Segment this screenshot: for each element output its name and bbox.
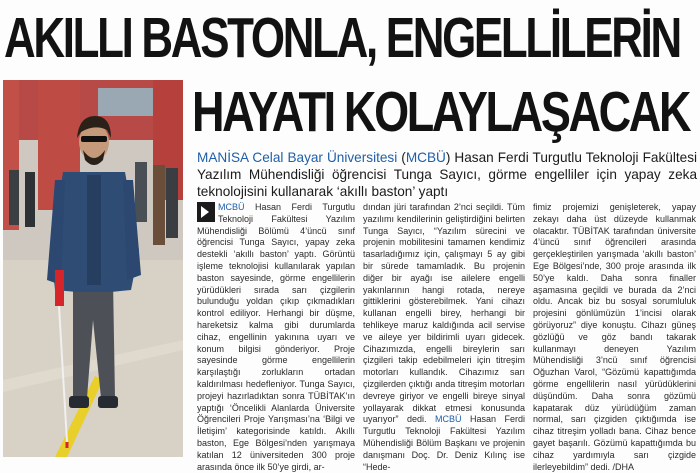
lead-abbr: MCBÜ bbox=[405, 150, 446, 165]
col1-text: Hasan Ferdi Turgutlu Teknoloji Fakültesi Yazılım Mühendisliği Bölümü 4’üncü sınıf öğrencisi Tunga Sayıcı, yapay zeka destekli ‘akıllı baston’ yaptı. Görüntü işleme teknolojisi kullanılarak yapılan baston sayesinde, görme engellilerin yürüdükleri sırada sarı çizgilerin bulunduğu yoldan çıkıp çıkmadıkları kontrol ediliyor. Herhangi bir düşme, hareketsiz kalma gibi durumlarda cihaz, engellinin yakınına uyarı ve konum bilgisi gönderiyor. Proje sayesinde görme engellilerin karşılaştığı zorlukların ortadan kaldırılması hedefleniyor. Tunga Sayıcı, projeyi hazırladıktan sonra TÜBİTAK’ın yaptığı ‘Öncelikli Alanlarda Üniversite Öğrencileri Proje Yarışması’na ‘Bilgi ve İletişim’ kategorisinde katıldı. Akıllı baston, Ege Bölgesi’nden yarışmaya katılan 12 üniversiteden 300 proje arasında önce ilk 50’ye girdi, ar- bbox=[197, 202, 355, 472]
col2-text: dından jüri tarafından 2’nci seçildi. Tüm yazılımı kendilerinin geliştirdiğini belirten Tunga Sayıcı, “Yazılım sürecini ve projenin mobilitesini tamamen kendimiz tasarladığımız için, çalışmayı 5 ay gibi bir sürede tamamladık. Bu projenin diğer bir ayağı ise ailelere engelli yakınlarının hangi rotada, nereye gittiklerini gösterebilmek. Yani cihazı kullanan engelli birey, herhangi bir tehlikeye maruz kaldığında acil servise ve aileye yer bildirimli uyarı gidecek. Cihazımızda, engelli bireylerin sarı çizgileri takip edebilmeleri için titreşim motorları kullandık. Cihazımız sarı çizgilerden çıktığı anda titreşim motorları devreye giriyor ve engelli bireye sinyal yollayarak dikkat etmesi konusunda uyarıyor” dedi. bbox=[363, 202, 525, 425]
col1-abbr: MCBÜ bbox=[218, 202, 245, 212]
lead-city: MANİSA bbox=[197, 150, 249, 165]
lead-text: ) Hasan Ferdi Turgutlu Teknoloji Fakültesi Yazılım Mühendisliği öğrencisi Tunga Sayıcı, görme engelliler için yapay zeka teknolojisini kullanarak ‘akıllı baston’ yaptı bbox=[197, 150, 698, 199]
news-photo bbox=[3, 80, 183, 457]
col2-abbr: MCBÜ bbox=[435, 414, 462, 425]
col2-text-end: Hasan Ferdi Turgutlu Teknoloji Fakültesi Yazılım Mühendisliği Bölüm Başkanı ve projenin danışmanı Doç. Dr. Deniz Kılınç ise “Hede- bbox=[363, 414, 525, 472]
body-column-3 bbox=[533, 202, 696, 472]
body-column-1 bbox=[197, 202, 355, 472]
headline-line-2: HAYATI KOLAYLAŞACAK bbox=[192, 80, 690, 144]
lead-university: Celal Bayar Üniversitesi bbox=[252, 150, 398, 165]
col3-text: fimiz projemizi genişleterek, yapay zekayı daha üst düzeyde kullanmak olacaktır. TÜBİTAK tarafından üniversite 4’üncü sınıf öğrencileri arasında gerçekleştirilen yarışmada ‘akıllı baston’ Ege Bölgesi’nde, 300 proje arasında ilk 50’ye kaldı. Daha sonra finaller aşamasına geçildi ve burada da 2’nci oldu. Ancak biz bu sosyal sorumluluk projesini gönlümüzün 1’incisi olarak görüyoruz” diye konuştu. Cihazı güneş gözlüğü ve göz bandı takarak kullanmayı deneyen Yazılım Mühendisliği 3’ncü sınıf öğrencisi Oğuzhan Varol, “Gözümü kapattığımda görme engellilerin nasıl yürüdüklerini düşündüm. Daha sonra gözümü kapatarak düz yürüdüğüm zaman normal, sarı çizgiden çıktığımda ise cihaz titreşim yolladı bana. Cihaz bence gayet başarılı. Gözümü kapattığımda bu cihaz yardımıyla sarı çizgide ilerleyebildim” dedi. /DHA bbox=[533, 202, 696, 472]
headline-line-1: AKILLI BASTONLA, ENGELLİLERİN bbox=[4, 6, 680, 70]
lead-paragraph bbox=[197, 149, 697, 200]
body-column-2 bbox=[363, 202, 525, 472]
lead-paren-open: ( bbox=[401, 150, 406, 165]
section-arrow-icon bbox=[197, 202, 215, 222]
